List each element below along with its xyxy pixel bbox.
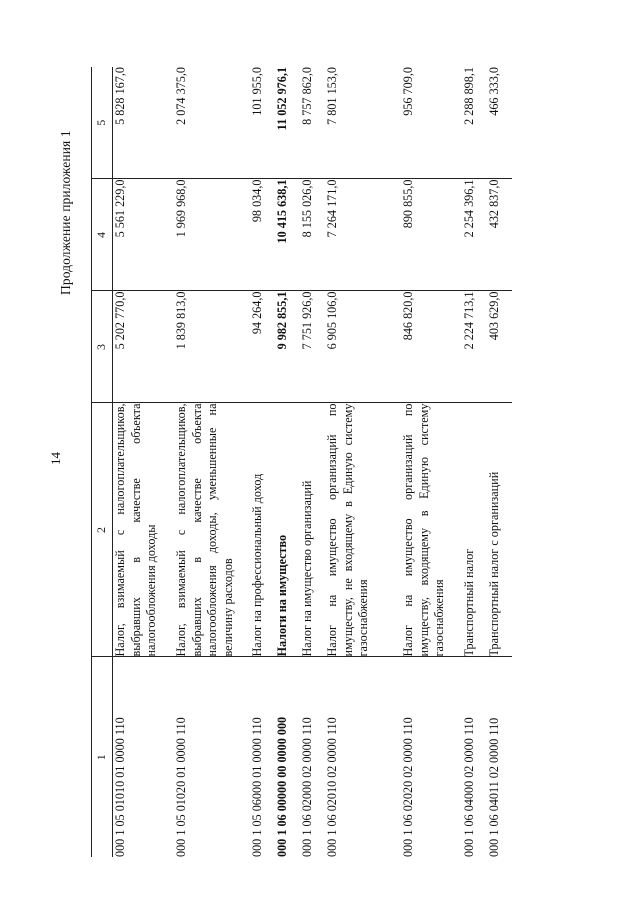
amount-col5: 8 757 862,0 (300, 67, 325, 179)
amount-col5: 466 333,0 (487, 67, 512, 179)
amount-col5: 956 709,0 (401, 67, 462, 179)
amount-col3: 2 224 713,1 (462, 291, 487, 403)
amount-col4: 432 837,0 (487, 179, 512, 291)
column-header: 3 (92, 291, 113, 403)
revenue-name: Налог на имущество организаций (300, 403, 325, 657)
table-row (325, 67, 401, 857)
continuation-title: Продолжение приложения 1 (58, 130, 73, 295)
amount-col3: 9 982 855,1 (275, 291, 300, 403)
budget-code: 000 1 06 02010 02 0000 110 (325, 717, 339, 857)
budget-code: 000 1 05 06000 01 0000 110 (250, 717, 264, 857)
amount-col5: 7 801 153,0 (325, 67, 401, 179)
budget-code: 000 1 05 01020 01 0000 110 (174, 717, 188, 857)
table-row (401, 67, 462, 857)
table-row (487, 67, 512, 857)
amount-col3: 5 202 770,0 (113, 291, 175, 403)
amount-col3: 1 839 813,0 (174, 291, 250, 403)
amount-col4: 7 264 171,0 (325, 179, 401, 291)
budget-code: 000 1 06 02000 02 0000 110 (300, 717, 314, 857)
amount-col4: 1 969 968,0 (174, 179, 250, 291)
amount-col4: 890 855,0 (401, 179, 462, 291)
amount-col4: 10 415 638,1 (275, 179, 300, 291)
amount-col3: 6 905 106,0 (325, 291, 401, 403)
revenue-name: Налог, взимаемый с налогоплательщиков, выбравших в качестве объекта налогообложения доходы (113, 403, 175, 657)
budget-code: 000 1 06 04011 02 0000 110 (487, 717, 501, 857)
table-row (250, 67, 275, 857)
amount-col4: 8 155 026,0 (300, 179, 325, 291)
budget-code: 000 1 06 00000 00 0000 000 (275, 716, 289, 857)
amount-col3: 846 820,0 (401, 291, 462, 403)
table-row (462, 67, 487, 857)
amount-col5: 11 052 976,1 (275, 67, 300, 179)
column-header: 4 (92, 179, 113, 291)
amount-col5: 2 074 375,0 (174, 67, 250, 179)
header-row (92, 67, 113, 857)
page-number: 14 (48, 452, 63, 465)
revenue-name: Транспортный налог с организаций (487, 403, 512, 657)
revenue-name: Налоги на имущество (275, 403, 300, 657)
table-row (113, 67, 175, 857)
budget-code: 000 1 05 01010 01 0000 110 (113, 717, 127, 857)
amount-col3: 94 264,0 (250, 291, 275, 403)
table-row (275, 67, 300, 857)
amount-col4: 5 561 229,0 (113, 179, 175, 291)
revenue-name: Транспортный налог (462, 403, 487, 657)
amount-col5: 5 828 167,0 (113, 67, 175, 179)
column-header: 2 (92, 403, 113, 657)
amount-col3: 403 629,0 (487, 291, 512, 403)
table-row (174, 67, 250, 857)
amount-col3: 7 751 926,0 (300, 291, 325, 403)
revenue-name: Налог на имущество организаций по имуществу, входящему в Единую систему газоснабжения (401, 403, 462, 657)
amount-col4: 2 254 396,1 (462, 179, 487, 291)
column-header: 1 (92, 657, 113, 857)
revenue-name: Налог, взимаемый с налогоплательщиков, выбравших в качестве объекта налогообложения доходы, уменьшенные на величину расходов (174, 403, 250, 657)
data-table (91, 67, 512, 857)
table-row (300, 67, 325, 857)
budget-code: 000 1 06 02020 02 0000 110 (401, 717, 415, 857)
revenue-name: Налог на имущество организаций по имуществу, не входящему в Единую систему газоснабжения (325, 403, 401, 657)
amount-col5: 2 288 898,1 (462, 67, 487, 179)
revenue-name: Налог на профессиональный доход (250, 403, 275, 657)
budget-code: 000 1 06 04000 02 0000 110 (462, 717, 476, 857)
amount-col4: 98 034,0 (250, 179, 275, 291)
column-header: 5 (92, 67, 113, 179)
amount-col5: 101 955,0 (250, 67, 275, 179)
